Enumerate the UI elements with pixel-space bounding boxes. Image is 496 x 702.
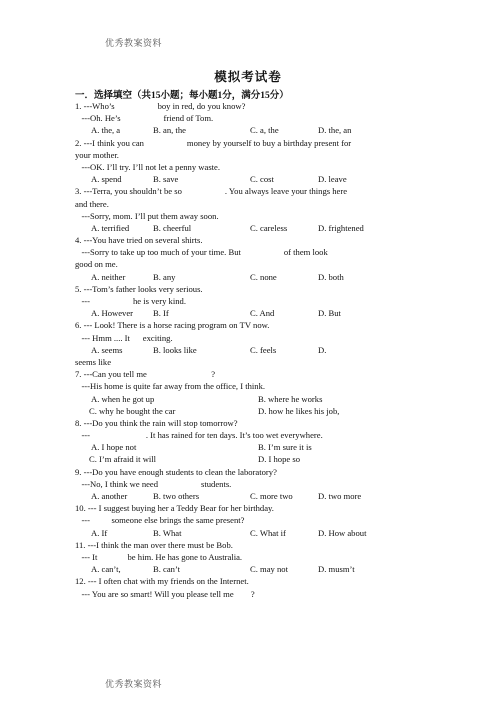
answer-option[interactable]: D. musm’t — [318, 564, 355, 575]
question-line: and there. — [75, 198, 109, 209]
question-line: 1. ---Who’s boy in red, do you know? — [75, 101, 246, 111]
question-line: --- You are so smart! Will you please tell me ? — [75, 588, 255, 599]
answer-option[interactable]: C. may not — [250, 564, 288, 575]
answer-option[interactable]: C. I’m afraid it will — [89, 454, 157, 465]
question-line: --- he is very kind. — [75, 296, 186, 306]
question-item — [75, 319, 415, 368]
option-row — [75, 527, 415, 539]
answer-option[interactable]: B. looks like — [153, 344, 197, 355]
answer-option[interactable]: B. What — [153, 527, 182, 538]
answer-option[interactable]: C. careless — [250, 222, 288, 233]
answer-option[interactable]: D. two more — [318, 491, 362, 501]
question-line: ---Oh. He’s friend of Tom. — [75, 113, 214, 124]
option-row — [75, 173, 415, 185]
answer-option[interactable]: A. another — [91, 491, 128, 501]
question-line: 4. ---You have tried on several shirts. — [75, 235, 203, 246]
question-item — [75, 185, 415, 234]
question-line: --- someone else brings the same present? — [75, 515, 245, 526]
answer-option[interactable]: A. If — [91, 527, 108, 538]
question-line: ---His home is quite far away from the office, I think. — [75, 381, 266, 392]
question-item — [75, 539, 415, 576]
question-line: --- . It has rained for ten days. It’s too wet everywhere. — [75, 430, 323, 441]
answer-option[interactable]: C. What if — [250, 527, 286, 538]
answer-option[interactable]: C. feels — [250, 344, 277, 355]
section-heading: 一．选择填空（共15小题；每小题1分，满分15分） — [75, 91, 289, 101]
answer-option[interactable]: D. how he likes his job, — [258, 405, 340, 416]
question-line: --- Hmm .... It exciting. — [75, 332, 173, 343]
question-item — [75, 234, 415, 283]
option-row — [75, 393, 415, 405]
option-row — [75, 490, 415, 502]
watermark-top: 优秀教案资料 — [105, 38, 163, 48]
page-title: 模拟考试卷 — [214, 70, 282, 84]
answer-option[interactable]: B. save — [153, 174, 179, 185]
answer-option[interactable]: D. leave — [318, 174, 347, 185]
question-line: 5. ---Tom’s father looks very serious. — [75, 283, 203, 294]
question-line: 3. ---Terra, you shouldn’t be so . You always leave your things here — [75, 186, 348, 197]
answer-option[interactable]: B. cheerful — [153, 222, 192, 233]
answer-option[interactable]: A. seems — [91, 344, 123, 355]
answer-option[interactable]: C. why he bought the car — [89, 405, 176, 416]
question-line: 7. ---Can you tell me ? — [75, 369, 216, 380]
answer-option[interactable]: B. If — [153, 308, 169, 319]
option-row — [75, 124, 415, 136]
answer-option[interactable]: C. cost — [250, 174, 274, 185]
answer-option[interactable]: D. the, an — [318, 125, 352, 136]
answer-option[interactable]: C. And — [250, 308, 275, 319]
question-item — [75, 466, 415, 503]
answer-option[interactable]: A. However — [91, 308, 133, 319]
answer-option[interactable]: A. can’t, — [91, 564, 121, 575]
answer-option[interactable]: D. frightened — [318, 222, 364, 233]
question-line: 9. ---Do you have enough students to clean the laboratory? — [75, 466, 277, 477]
answer-option[interactable]: D. But — [318, 308, 341, 319]
answer-option[interactable]: D. — [318, 344, 327, 355]
answer-option[interactable]: A. terrified — [91, 222, 130, 233]
answer-option[interactable]: B. where he works — [258, 393, 323, 404]
option-row — [75, 271, 415, 283]
answer-option[interactable]: A. I hope not — [91, 442, 137, 453]
question-item — [75, 368, 415, 417]
answer-option[interactable]: C. more two — [250, 491, 293, 501]
answer-option[interactable]: C. none — [250, 271, 277, 282]
question-line: 12. --- I often chat with my friends on the Internet. — [75, 576, 249, 587]
question-list — [75, 100, 415, 600]
answer-option[interactable]: B. I’m sure it is — [258, 442, 312, 453]
question-line: ---Sorry to take up too much of your time. But of them look — [75, 247, 328, 258]
answer-option[interactable]: A. neither — [91, 271, 126, 282]
question-item — [75, 100, 415, 137]
option-row — [75, 405, 415, 417]
watermark-bottom: 优秀教案资料 — [105, 679, 163, 689]
question-line: 6. --- Look! There is a horse racing program on TV now. — [75, 320, 270, 331]
answer-option[interactable]: B. any — [153, 271, 176, 282]
question-line: ---Sorry, mom. I’ll put them away soon. — [75, 210, 219, 221]
answer-option[interactable]: B. an, the — [153, 125, 186, 136]
question-line: 10. --- I suggest buying her a Teddy Bear for her birthday. — [75, 503, 274, 514]
question-line: ---OK. I’ll try. I’ll not let a penny waste. — [75, 161, 221, 172]
question-line: your mother. — [75, 149, 119, 160]
answer-option[interactable]: D. I hope so — [258, 454, 301, 465]
question-item — [75, 283, 415, 320]
question-line: ---No, I think we need students. — [75, 478, 232, 489]
question-line: good on me. — [75, 259, 118, 270]
question-line: --- It be him. He has gone to Australia. — [75, 551, 243, 562]
option-row — [75, 453, 415, 465]
question-item — [75, 137, 415, 186]
question-item — [75, 502, 415, 539]
option-row — [75, 563, 415, 575]
answer-option[interactable]: D. both — [318, 271, 344, 282]
answer-option[interactable]: B. can’t — [153, 564, 181, 575]
answer-option[interactable]: B. two others — [153, 491, 200, 501]
answer-option[interactable]: D. How about — [318, 527, 367, 538]
question-line: 8. ---Do you think the rain will stop tomorrow? — [75, 417, 238, 428]
question-line: 11. ---I think the man over there must be Bob. — [75, 539, 233, 550]
question-line: 2. ---I think you can money by yourself to buy a birthday present for — [75, 137, 352, 148]
answer-option[interactable]: A. spend — [91, 174, 122, 185]
option-row — [75, 441, 415, 453]
answer-option[interactable]: A. the, a — [91, 125, 121, 136]
answer-option[interactable]: C. a, the — [250, 125, 279, 136]
option-row — [75, 344, 415, 356]
question-item — [75, 575, 415, 599]
question-item — [75, 417, 415, 466]
option-continuation: seems like — [75, 356, 112, 367]
option-row — [75, 222, 415, 234]
option-row — [75, 307, 415, 319]
answer-option[interactable]: A. when he got up — [91, 393, 155, 404]
